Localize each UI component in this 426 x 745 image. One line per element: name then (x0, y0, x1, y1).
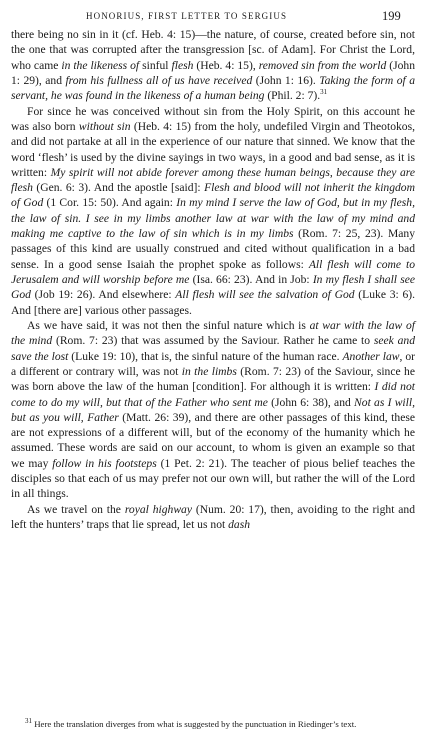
text-run: (Phil. 2: 7). (264, 89, 321, 103)
text-run: As we travel on the (27, 502, 125, 516)
paragraph (11, 318, 415, 502)
page-header (0, 9, 426, 25)
italic-text: from his fullness all of us have received (65, 73, 253, 87)
text-run: (Gen. 6: 3). And the apostle [said]: (32, 181, 205, 195)
text-run: (Luke 3: 6). And [there are] various other passages. (11, 288, 415, 317)
text-run: sinful (139, 58, 172, 72)
italic-text: removed sin from the world (258, 58, 387, 72)
italic-text: In my flesh I shall see God (11, 273, 416, 302)
text-run: (John 1: 16). (252, 73, 320, 87)
italic-text: without sin (78, 119, 131, 133)
text-run: (Heb. 4: 15) from the holy, undefiled Virgin and Theotokos, and did not partake at all in the experience of our nature that sinned. We know that the word ‘flesh’ is used by the divine sayings in two ways, in a good and bad sense, as it is written: (11, 119, 415, 179)
text-run: (Num. 20: 17), then, avoiding to the right and left the hunters’ traps that lie spread, let us not (11, 502, 416, 531)
text-run: As we have said, it was not then the sinful nature which is (27, 318, 310, 332)
italic-text: My spirit will not abide forever among these human beings, because they are flesh (11, 165, 415, 195)
text-run: (Heb. 4: 15), (193, 58, 259, 72)
paragraph (11, 27, 415, 104)
italic-text: follow in his footsteps (52, 456, 157, 470)
italic-text: in the limbs (181, 364, 237, 378)
italic-text: Another law (342, 349, 400, 363)
footnote-reference: 31 (320, 88, 328, 97)
italic-text: in the likeness of (61, 58, 140, 72)
body-text (11, 27, 415, 532)
text-run: (Isa. 66: 23). And in Job: (189, 273, 313, 286)
running-head: HONORIUS, FIRST LETTER TO SERGIUS (86, 11, 288, 21)
text-run: (Rom. 7: 23) of the Saviour, since he was born above the law of the human [condition]. For although it is written: (11, 364, 415, 394)
page-number: 199 (382, 9, 401, 23)
text-run: (John 6: 38), and (267, 395, 355, 409)
italic-text: I did not come to do my will, but that of the Father who sent me (11, 380, 415, 409)
italic-text: dash (228, 518, 251, 531)
footnote-text: Here the translation diverges from what is suggested by the punctuation in Riedinger’s text. (32, 719, 357, 729)
text-run: (1 Pet. 2: 21). The teacher of pious belief teaches the disciples so that each of us may prefer not our own will, but rather the will of the Lord in all things. (11, 456, 415, 501)
italic-text: royal highway (124, 502, 192, 516)
footnote (11, 719, 415, 731)
italic-text: Taking the form of a servant, he was found in the likeness of a human being (11, 73, 416, 103)
text-run: there being no sin in it (cf. Heb. 4: 15)—the nature, of course, created before sin, not the one that was corrupted after the transgression [sc. of Adam]. For Christ the Lord, who came (11, 28, 415, 72)
italic-text: at war with the law of the mind (11, 318, 415, 348)
text-run: (Matt. 26: 39), and there are other passages of this kind, these are not expressions of a different will, but of the economy of the humanity which he assumed. These words are said on our account, to whom is given an example so that we may (11, 410, 415, 470)
italic-text: Not as I will, but as you will, Father (11, 395, 415, 424)
text-run: (John 1: 29), and (11, 58, 415, 87)
footnote-marker: 31 (25, 717, 32, 726)
text-run: For since he was conceived without sin from the Holy Spirit, on this account he was also born (11, 104, 415, 133)
text-run: (Job 19: 26). And elsewhere: (30, 288, 176, 302)
text-run: , or a different or contrary will, was not (11, 349, 415, 378)
italic-text: All flesh will see the salvation of God (175, 288, 355, 302)
text-run: (1 Cor. 15: 50). And again: (43, 196, 177, 210)
text-run: (Rom. 7: 25, 23). Many passages of this kind are usually construed and cited without qualification in a bad sense. In a good sense Isaiah the prophet spoke as follows: (11, 227, 415, 271)
italic-text: flesh (171, 58, 194, 72)
italic-text: All flesh will come to Jerusalem and will worship before me (11, 257, 416, 286)
text-run: (Luke 19: 10), that is, the sinful nature of the human race. (68, 349, 343, 363)
text-run: (Rom. 7: 23) that was assumed by the Saviour. Rather he came to (52, 334, 374, 348)
paragraph (11, 502, 415, 533)
paragraph (11, 104, 415, 318)
italic-text: In my mind I serve the law of God, but in my flesh, the law of sin. I see in my limbs another law at war with the law of my mind and making me captive to the law of sin which is in my limbs (11, 196, 415, 241)
italic-text: seek and save the lost (11, 334, 415, 363)
italic-text: Flesh and blood will not inherit the kingdom of God (11, 181, 415, 210)
